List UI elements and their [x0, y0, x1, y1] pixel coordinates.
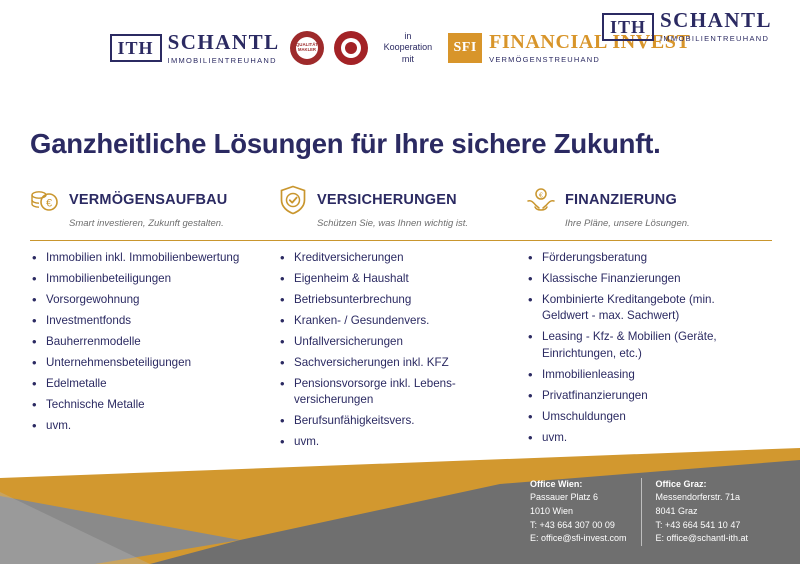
category-versicherungen — [278, 185, 526, 229]
category-vermoegensaufbau — [30, 185, 278, 229]
category-title: FINANZIERUNG — [565, 192, 677, 208]
corner-ith-brand-subtitle: IMMOBILIENTREUHAND — [659, 34, 770, 43]
category-header — [30, 185, 264, 215]
list-item: • uvm. — [278, 434, 514, 450]
corner-ith-wordmark — [660, 10, 772, 43]
list-item: • Leasing - Kfz- & Mobilien (Geräte, Einrichtungen, etc.) — [526, 329, 762, 362]
shield-check-icon — [278, 185, 308, 215]
corner-ith-monogram — [602, 13, 654, 41]
list-item: • Vorsorgewohnung — [30, 292, 266, 308]
quality-seal-icon — [290, 31, 324, 65]
service-lists — [30, 250, 775, 455]
list-finanzierung — [526, 250, 774, 455]
list-item: • Pensionsvorsorge inkl. Lebens-versicherungen — [278, 376, 514, 409]
list-item: • Bauherrenmodelle — [30, 334, 266, 350]
list-item: • Förderungsberatung — [526, 250, 762, 266]
ith-wordmark — [167, 29, 280, 65]
category-subtitle: Schützen Sie, was Ihnen wichtig ist. — [317, 218, 469, 229]
svg-text:QUALITÄT: QUALITÄT — [295, 42, 318, 47]
ith-monogram-text: ITH — [117, 38, 154, 58]
sfi-monogram — [448, 33, 482, 63]
list-vermoegensaufbau — [30, 250, 278, 455]
divider — [30, 240, 772, 241]
list-item: • Klassische Finanzierungen — [526, 271, 762, 287]
contact-city: 1010 Wien — [530, 505, 574, 516]
contact-phone: T: +43 664 541 10 47 — [655, 519, 741, 530]
list — [526, 250, 762, 446]
svg-text:€: € — [45, 197, 53, 210]
sfi-monogram-text: SFI — [453, 40, 477, 55]
contact-title: Office Graz: — [655, 478, 707, 489]
list-item: • Technische Metalle — [30, 397, 266, 413]
list-item: • Betriebsunterbrechung — [278, 292, 514, 308]
list-item: • uvm. — [30, 418, 266, 434]
contact-email[interactable]: E: office@sfi-invest.com — [530, 533, 627, 544]
sfi-brand-name: FINANCIAL INVEST — [489, 31, 691, 53]
corner-ith-monogram-text: ITH — [609, 16, 646, 37]
list-item: • Umschuldungen — [526, 409, 762, 425]
list-item: • Immobilienleasing — [526, 367, 762, 383]
category-title: VERMÖGENSAUFBAU — [69, 192, 228, 208]
corner-ith-logo — [602, 10, 772, 43]
svg-text:MAKLER: MAKLER — [297, 47, 316, 52]
ith-schantl-logo — [110, 29, 280, 65]
sfi-brand-subtitle: VERMÖGENSTREUHAND — [489, 55, 600, 64]
list-item: • Berufsunfähigkeitsvers. — [278, 413, 514, 429]
list-item: • Kranken- / Gesundenvers. — [278, 313, 514, 329]
category-headings — [30, 185, 775, 229]
list-item: • Unternehmensbeteiligungen — [30, 355, 266, 371]
list-item: • Immobilien inkl. Immobilienbewertung — [30, 250, 266, 266]
list-item: • uvm. — [526, 430, 762, 446]
list — [30, 250, 266, 434]
list-versicherungen — [278, 250, 526, 455]
contact-title: Office Wien: — [530, 478, 583, 489]
list-item: • Kombinierte Kreditangebote (min. Geldwert - max. Sachwert) — [526, 292, 762, 325]
list-item: • Privatfinanzierungen — [526, 388, 762, 404]
contact-street: Passauer Platz 6 — [530, 492, 599, 503]
list-item: • Immobilienbeteiligungen — [30, 271, 266, 287]
contact-street: Messendorferstr. 71a — [655, 492, 741, 503]
ith-monogram — [110, 34, 162, 62]
ovi-seal-icon — [334, 31, 368, 65]
category-header — [278, 185, 512, 215]
corner-ith-brand-name: SCHANTL — [659, 8, 772, 32]
ith-brand-name: SCHANTL — [167, 29, 280, 54]
contact-wien — [516, 478, 641, 546]
contact-phone: T: +43 664 307 00 09 — [530, 519, 615, 530]
category-title: VERSICHERUNGEN — [317, 192, 457, 208]
page-title: Ganzheitliche Lösungen für Ihre sichere Zukunft. — [30, 128, 661, 159]
list-item: • Eigenheim & Haushalt — [278, 271, 514, 287]
contact-email[interactable]: E: office@schantl-ith.at — [655, 533, 749, 544]
ith-brand-subtitle: IMMOBILIENTREUHAND — [167, 55, 277, 65]
contact-info — [516, 478, 762, 546]
category-header — [526, 185, 760, 215]
contact-city: 8041 Graz — [655, 505, 698, 516]
list-item: • Edelmetalle — [30, 376, 266, 392]
list-item: • Investmentfonds — [30, 313, 266, 329]
money-euro-icon — [30, 185, 60, 215]
list-item: • Unfallversicherungen — [278, 334, 514, 350]
kooperation-text: in Kooperation mit — [383, 31, 433, 64]
list-item: • Sachversicherungen inkl. KFZ — [278, 355, 514, 371]
list-item: • Kreditversicherungen — [278, 250, 514, 266]
hands-coin-icon — [526, 185, 556, 215]
contact-graz — [641, 478, 763, 546]
category-subtitle: Smart investieren, Zukunft gestalten. — [69, 218, 224, 229]
category-finanzierung — [526, 185, 774, 229]
list — [278, 250, 514, 451]
category-subtitle: Ihre Pläne, unsere Lösungen. — [565, 218, 690, 229]
svg-text:€: € — [539, 192, 543, 200]
